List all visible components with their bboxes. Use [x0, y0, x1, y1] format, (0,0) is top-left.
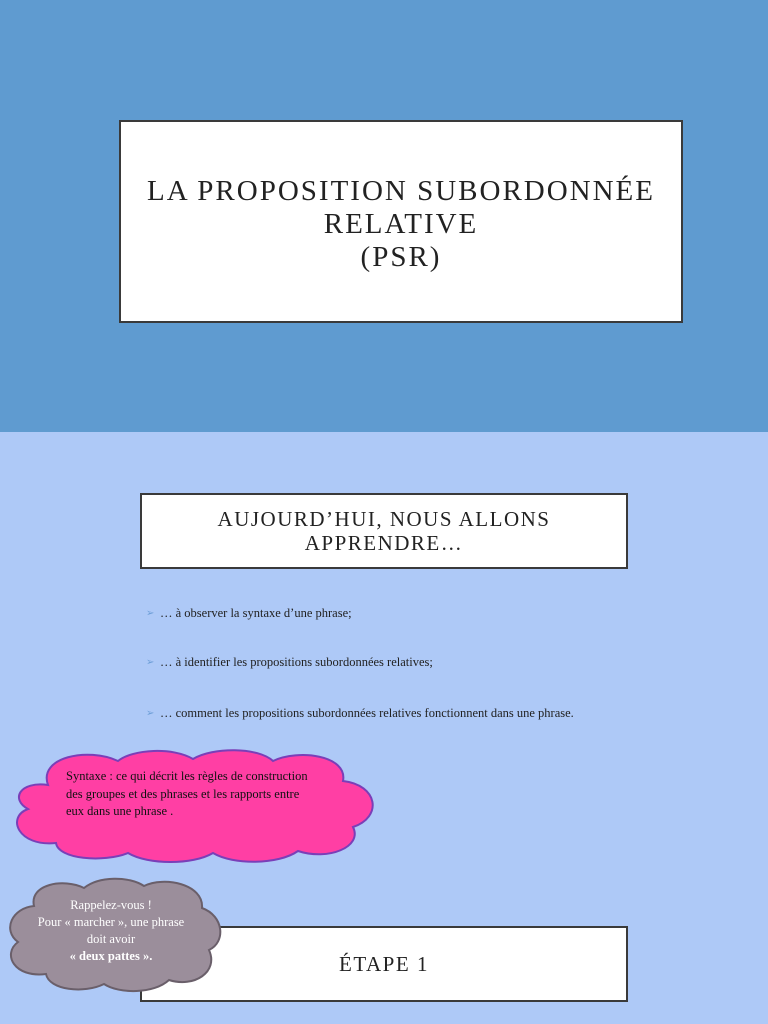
- heading-text: AUJOURD’HUI, NOUS ALLONS APPRENDRE…: [217, 507, 551, 555]
- bullet-item: [146, 705, 620, 722]
- reminder-emphasis: « deux pattes ».: [69, 949, 153, 963]
- bullet-item: [146, 605, 352, 622]
- syntax-definition-cloud: [8, 747, 380, 865]
- reminder-line: Rappelez-vous !: [70, 898, 152, 912]
- bullet-item: [146, 654, 433, 671]
- arrow-bullet-icon: ➢: [146, 608, 155, 619]
- bullet-text: … à observer la syntaxe d’une phrase;: [160, 606, 352, 620]
- step-title: ÉTAPE 1: [339, 951, 429, 976]
- slide-title: [0, 0, 768, 432]
- arrow-bullet-icon: ➢: [146, 708, 155, 719]
- slide-title-text: LA PROPOSITION SUBORDONNÉE RELATIVE (PSR): [147, 175, 655, 273]
- reminder-cloud: [4, 876, 224, 994]
- arrow-bullet-icon: ➢: [146, 657, 155, 668]
- heading-box: [140, 493, 628, 569]
- reminder-line: Pour « marcher », une phrase doit avoir: [37, 915, 185, 946]
- bullet-text: … comment les propositions subordonnées relatives fonctionnent dans une phrase.: [160, 706, 574, 720]
- slide-objectives: [0, 432, 768, 1024]
- title-box: [119, 120, 683, 323]
- bullet-text: … à identifier les propositions subordonnées relatives;: [160, 655, 433, 669]
- cloud-text: [28, 897, 194, 965]
- cloud-text: Syntaxe : ce qui décrit les règles de construction des groupes et des phrases et les rapports entre eux dans une phrase .: [66, 769, 308, 818]
